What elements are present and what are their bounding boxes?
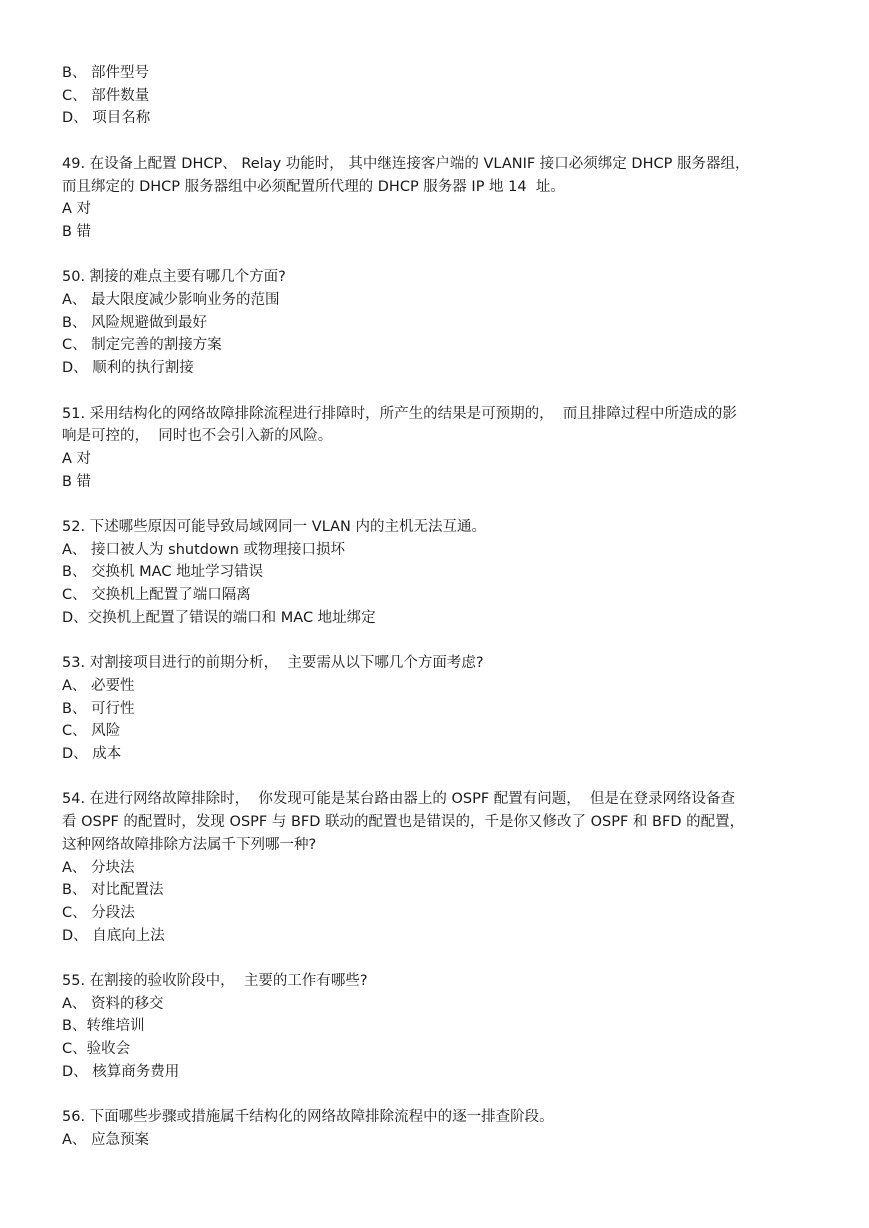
question-text: 56. 下面哪些步骤或措施属千结构化的网络故障排除流程中的逐一排查阶段。 <box>62 1109 554 1126</box>
option-c: C、验收会 <box>62 1041 131 1058</box>
option-d: D、 自底向上法 <box>62 927 165 944</box>
option-c: C、 交换机上配置了端口隔离 <box>62 587 251 604</box>
option-b: B、 风险规避做到最好 <box>62 314 208 331</box>
option-a: A、 必要性 <box>62 677 135 694</box>
question-text: 响是可控的， 同时也不会引入新的风险。 <box>62 428 333 445</box>
option-c: C、 风险 <box>62 723 121 740</box>
option-a: A 对 <box>62 450 92 467</box>
option-a: A、 资料的移交 <box>62 995 164 1012</box>
option-d: D、交换机上配置了错误的端口和 MAC 地址绑定 <box>62 609 376 626</box>
option-c: C、 制定完善的割接方案 <box>62 337 222 354</box>
option-b: B 错 <box>62 473 92 490</box>
option-b: B、转维培训 <box>62 1018 145 1035</box>
question-51 <box>62 403 822 494</box>
question-53 <box>62 652 822 766</box>
question-text: 49. 在设备上配置 DHCP、 Relay 功能时， 其中继连接客户端的 VLANIF 接口必须绑定 DHCP 服务器组， <box>62 155 750 172</box>
question-text: 55. 在割接的验收阶段中， 主要的工作有哪些? <box>62 973 368 990</box>
option-b: B、 对比配置法 <box>62 882 164 899</box>
question-text: 这种网络故障排除方法属千下列哪一种? <box>62 836 317 853</box>
option-b: B、 交换机 MAC 地址学习错误 <box>62 564 264 581</box>
document-page <box>62 62 822 1152</box>
option-b: B 错 <box>62 223 92 240</box>
question-text: 54. 在进行网络故障排除时， 你发现可能是某台路由器上的 OSPF 配置有问题， 但是在登录网络设备查 <box>62 791 736 808</box>
option-b: B、 可行性 <box>62 700 135 717</box>
option-d: D、 项目名称 <box>62 110 151 127</box>
option-a: A、 接口被人为 shutdown 或物理接口损坏 <box>62 541 345 558</box>
question-text: 看 OSPF 的配置时，发现 OSPF 与 BFD 联动的配置也是错误的，千是你又修改了 OSPF 和 BFD 的配置， <box>62 814 745 831</box>
option-c: C、 部件数量 <box>62 87 150 104</box>
option-d: D、 成本 <box>62 746 122 763</box>
option-c: C、 分段法 <box>62 904 135 921</box>
question-56 <box>62 1106 822 1151</box>
intro-options <box>62 62 822 130</box>
question-49 <box>62 153 822 244</box>
option-a: A、 应急预案 <box>62 1131 150 1148</box>
option-b: B、 部件型号 <box>62 65 150 81</box>
question-text: 53. 对割接项目进行的前期分析， 主要需从以下哪几个方面考虑? <box>62 655 484 672</box>
option-a: A 对 <box>62 201 92 218</box>
option-a: A、 分块法 <box>62 859 135 876</box>
question-50 <box>62 266 822 380</box>
option-a: A、 最大限度减少影响业务的范围 <box>62 292 280 308</box>
question-text: 51. 采用结构化的网络故障排除流程进行排障时，所产生的结果是可预期的， 而且排障过程中所造成的影 <box>62 405 737 422</box>
question-text: 52. 下述哪些原因可能导致局域网同一 VLAN 内的主机无法互通。 <box>62 519 486 535</box>
question-text: 50. 割接的难点主要有哪几个方面? <box>62 269 286 286</box>
question-55 <box>62 970 822 1084</box>
option-d: D、 顺利的执行割接 <box>62 360 194 377</box>
option-d: D、 核算商务费用 <box>62 1063 180 1080</box>
question-54 <box>62 788 822 947</box>
question-52 <box>62 516 822 630</box>
question-text: 而且绑定的 DHCP 服务器组中必须配置所代理的 DHCP 服务器 IP 地 14 址。 <box>62 178 565 195</box>
